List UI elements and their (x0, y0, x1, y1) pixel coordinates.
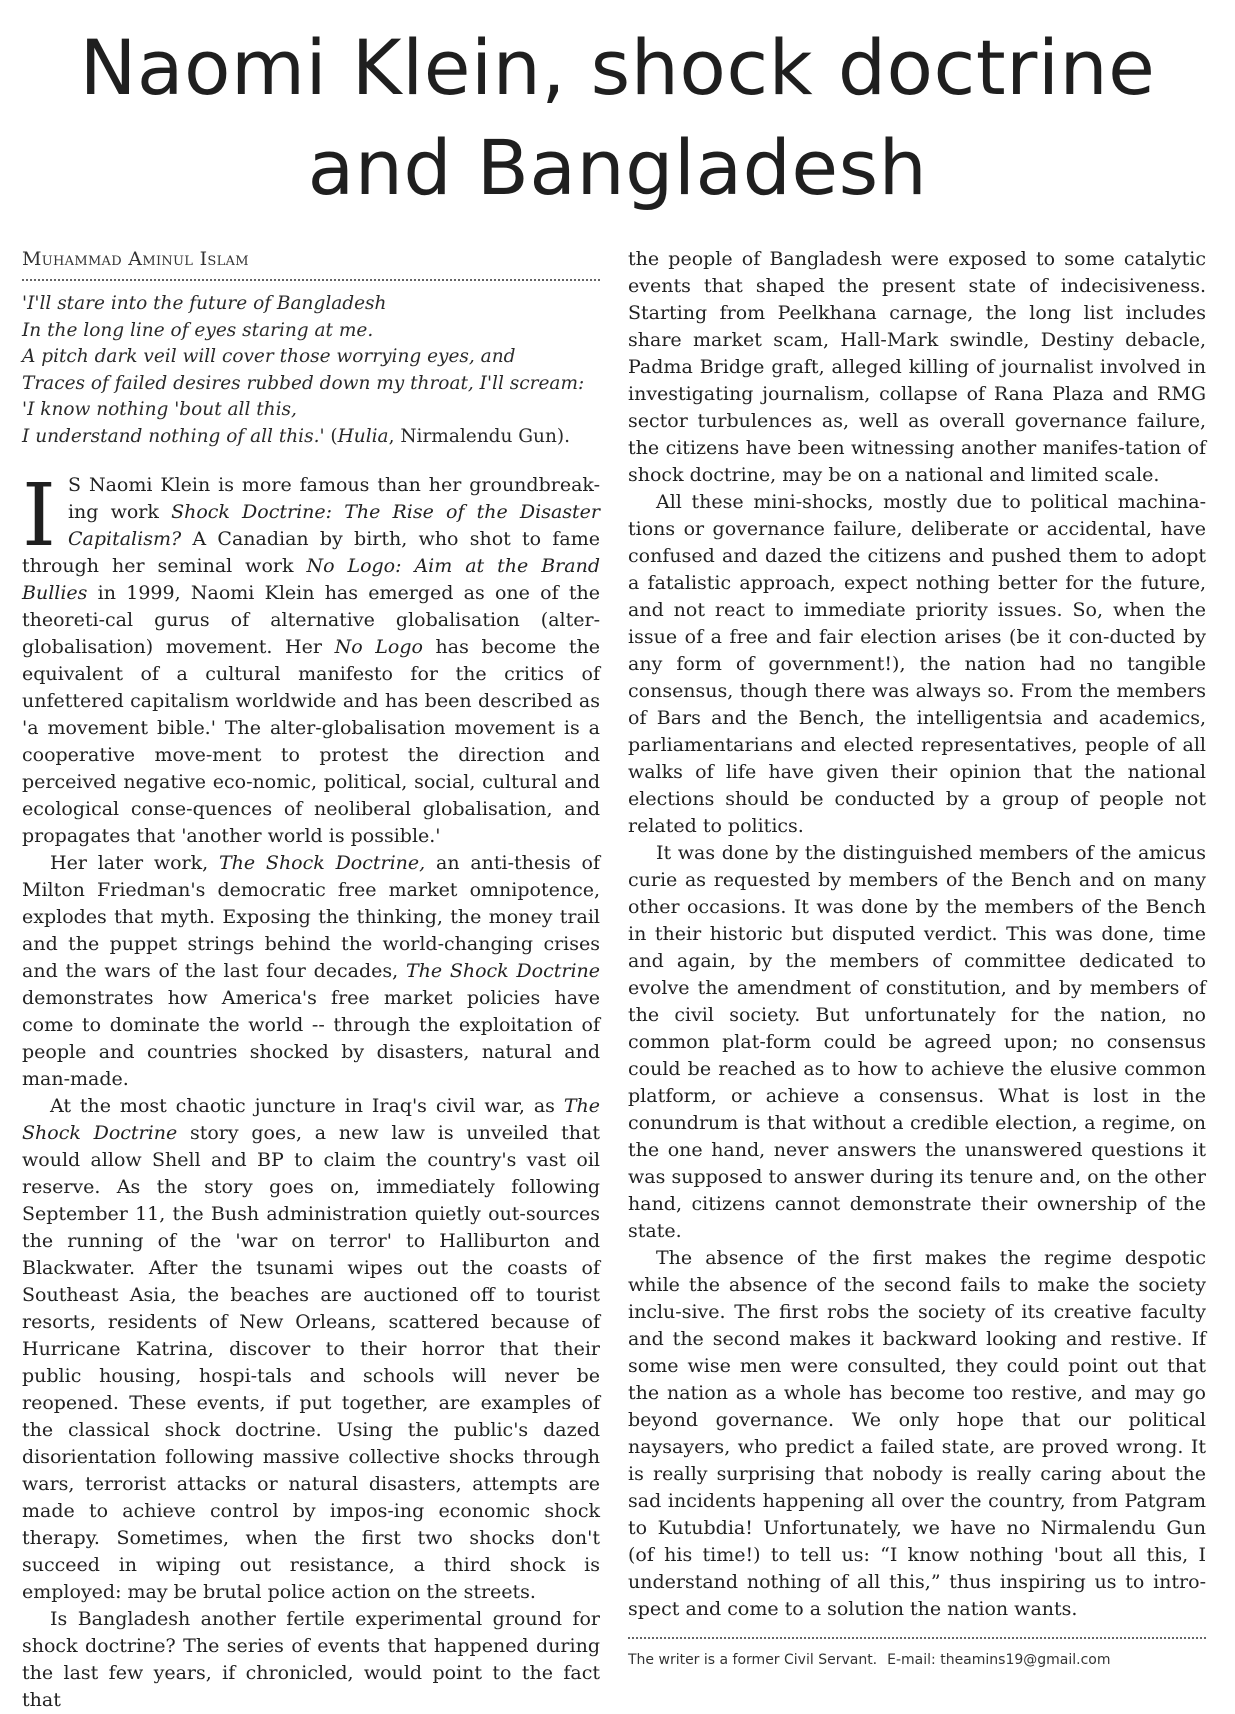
column-right (628, 246, 1206, 1666)
poem-line: 'I'll stare into the future of Bangladesh (22, 293, 387, 314)
poem-line: Traces of failed desires rubbed down my throat, I'll scream: (22, 372, 585, 394)
author-bio: The writer is a former Civil Servant. (628, 1652, 878, 1668)
headline-line-2: and Bangladesh (307, 123, 928, 212)
article-paragraph-2: Her later work, The Shock Doctrine, an anti-thesis of Milton Friedman's democratic free market omnipotence, explodes that myth. Exposing the thinking, the money trail and the puppet strings behind the world-changing crises and the wars of the last four decades, The Shock Doctrine demonstrates how America's free market policies have come to dominate the world -- through the exploitation of people and countries shocked by disasters, natural and man-made. (22, 852, 601, 1090)
citation-author: , Nirmalendu Gun). (388, 425, 570, 447)
citation-open: ( (324, 425, 338, 447)
column-left (22, 246, 601, 1711)
epigraph-poem (22, 291, 600, 450)
headline-line-1: Naomi Klein, shock doctrine (79, 23, 1156, 112)
poem-citation (325, 426, 570, 447)
article-paragraph-7: The absence of the first makes the regime despotic while the absence of the second fails to make the society inclu-sive. The first robs the society of its creative faculty and the second makes it backward looking and restive. If some wise men were consulted, they could point out that the nation as a whole has become too restive, and may go beyond governance. We only hope that our political naysayers, who predict a failed state, are proved wrong. It is really surprising that nobody is really caring about the sad incidents happening all over the country, from Patgram to Kutubdia! Unfortunately, we have no Nirmalendu Gun (of his time!) to tell us: “I know nothing 'bout all this, I understand nothing of all this,” thus inspiring us to intro-spect and come to a solution the nation wants. (628, 1247, 1206, 1620)
byline: Muhammad Aminul Islam (22, 246, 600, 281)
article-paragraph-1: I S Naomi Klein is more famous than her groundbreak-ing work Shock Doctrine: The Rise of the Disaster Capitalism? A Canadian by birth, who shot to fame through her seminal work No Logo: Aim at the Brand Bullies in 1999, Naomi Klein has emerged as one of the theoreti-cal gurus of alternative globalisation (alter-globalisation) movement. Her No Logo has become the equivalent of a cultural manifesto for the critics of unfettered capitalism worldwide and has been described as 'a movement bible.' The alter-globalisation movement is a cooperative move-ment to protest the direction and perceived negative eco-nomic, political, social, cultural and ecological conse-quences of neoliberal globalisation, and propagates that 'another world is possible.' (22, 466, 600, 847)
article-paragraph-5: All these mini-shocks, mostly due to political machina-tions or governance failure, deliberate or accidental, have confused and dazed the citizens and pushed them to adopt a fatalistic approach, expect nothing better for the future, and not react to immediate priority issues. So, when the issue of a free and fair election arises (be it con-ducted by any form of government!), the nation had no tangible consensus, though there was always so. From the members of Bars and the Bench, the intelligentsia and academics, parliamentarians and elected representatives, people of all walks of life have given their opinion that the national elections should be conducted by a group of people not related to politics. (628, 491, 1206, 837)
footer-divider (628, 1637, 1206, 1639)
headline (0, 18, 1235, 218)
article-paragraph-4-continued: the people of Bangladesh were exposed to some catalytic events that shaped the present state of indecisiveness. Starting from Peelkhana carnage, the long list includes share market scam, Hall-Mark swindle, Destiny debacle, Padma Bridge graft, alleged killing of journalist involved in investigating journalism, collapse of Rana Plaza and RMG sector turbulences as, well as overall governance failure, the citizens have been witnessing another manifes-tation of shock doctrine, may be on a national and limited scale. (628, 248, 1206, 486)
poem-line: In the long line of eyes staring at me. (22, 319, 374, 341)
author-email: E-mail: theamins19@gmail.com (887, 1652, 1111, 1668)
article-paragraph-6: It was done by the distinguished members of the amicus curie as requested by members of the Bench and on many other occasions. It was done by the members of the Bench in their historic but disputed verdict. This was done, time and again, by the members of committee dedicated to evolve the amendment of constitution, and by members of the civil society. But unfortunately for the nation, no common plat-form could be agreed upon; no consensus could be reached as to how to achieve the elusive common platform, or achieve a consensus. What is lost in the conundrum is that without a credible election, a regime, on the one hand, never answers the unanswered questions it was supposed to answer during its tenure and, on the other hand, citizens cannot demonstrate their ownership of the state. (628, 842, 1206, 1242)
poem-line: A pitch dark veil will cover those worrying eyes, and (22, 346, 516, 367)
poem-line: 'I know nothing 'bout all this, (22, 399, 297, 420)
citation-title: Hulia (337, 425, 389, 447)
author-note (628, 1647, 1206, 1674)
poem-line-last (22, 424, 600, 451)
article-paragraph-4: Is Bangladesh another fertile experimental ground for shock doctrine? The series of events that happened during the last few years, if chronicled, would point to the fact that (22, 1608, 600, 1711)
article-paragraph-3: At the most chaotic juncture in Iraq's civil war, as The Shock Doctrine story goes, a new law is unveiled that would allow Shell and BP to claim the country's vast oil reserve. As the story goes on, immediately following September 11, the Bush administration quietly out-sources the running of the 'war on terror' to Halliburton and Blackwater. After the tsunami wipes out the coasts of Southeast Asia, the beaches are auctioned off to tourist resorts, residents of New Orleans, scattered because of Hurricane Katrina, discover to their horror that their public housing, hospi-tals and schools will never be reopened. These events, if put together, are examples of the classical shock doctrine. Using the public's dazed disorientation following massive collective shocks through wars, terrorist attacks or natural disasters, attempts are made to achieve control by impos-ing economic shock therapy. Sometimes, when the first two shocks don't succeed in wiping out resistance, a third shock is employed: may be brutal police action on the streets. (22, 1095, 600, 1603)
drop-cap: I (22, 466, 56, 566)
poem-line-text: I understand nothing of all this.' (22, 425, 325, 447)
